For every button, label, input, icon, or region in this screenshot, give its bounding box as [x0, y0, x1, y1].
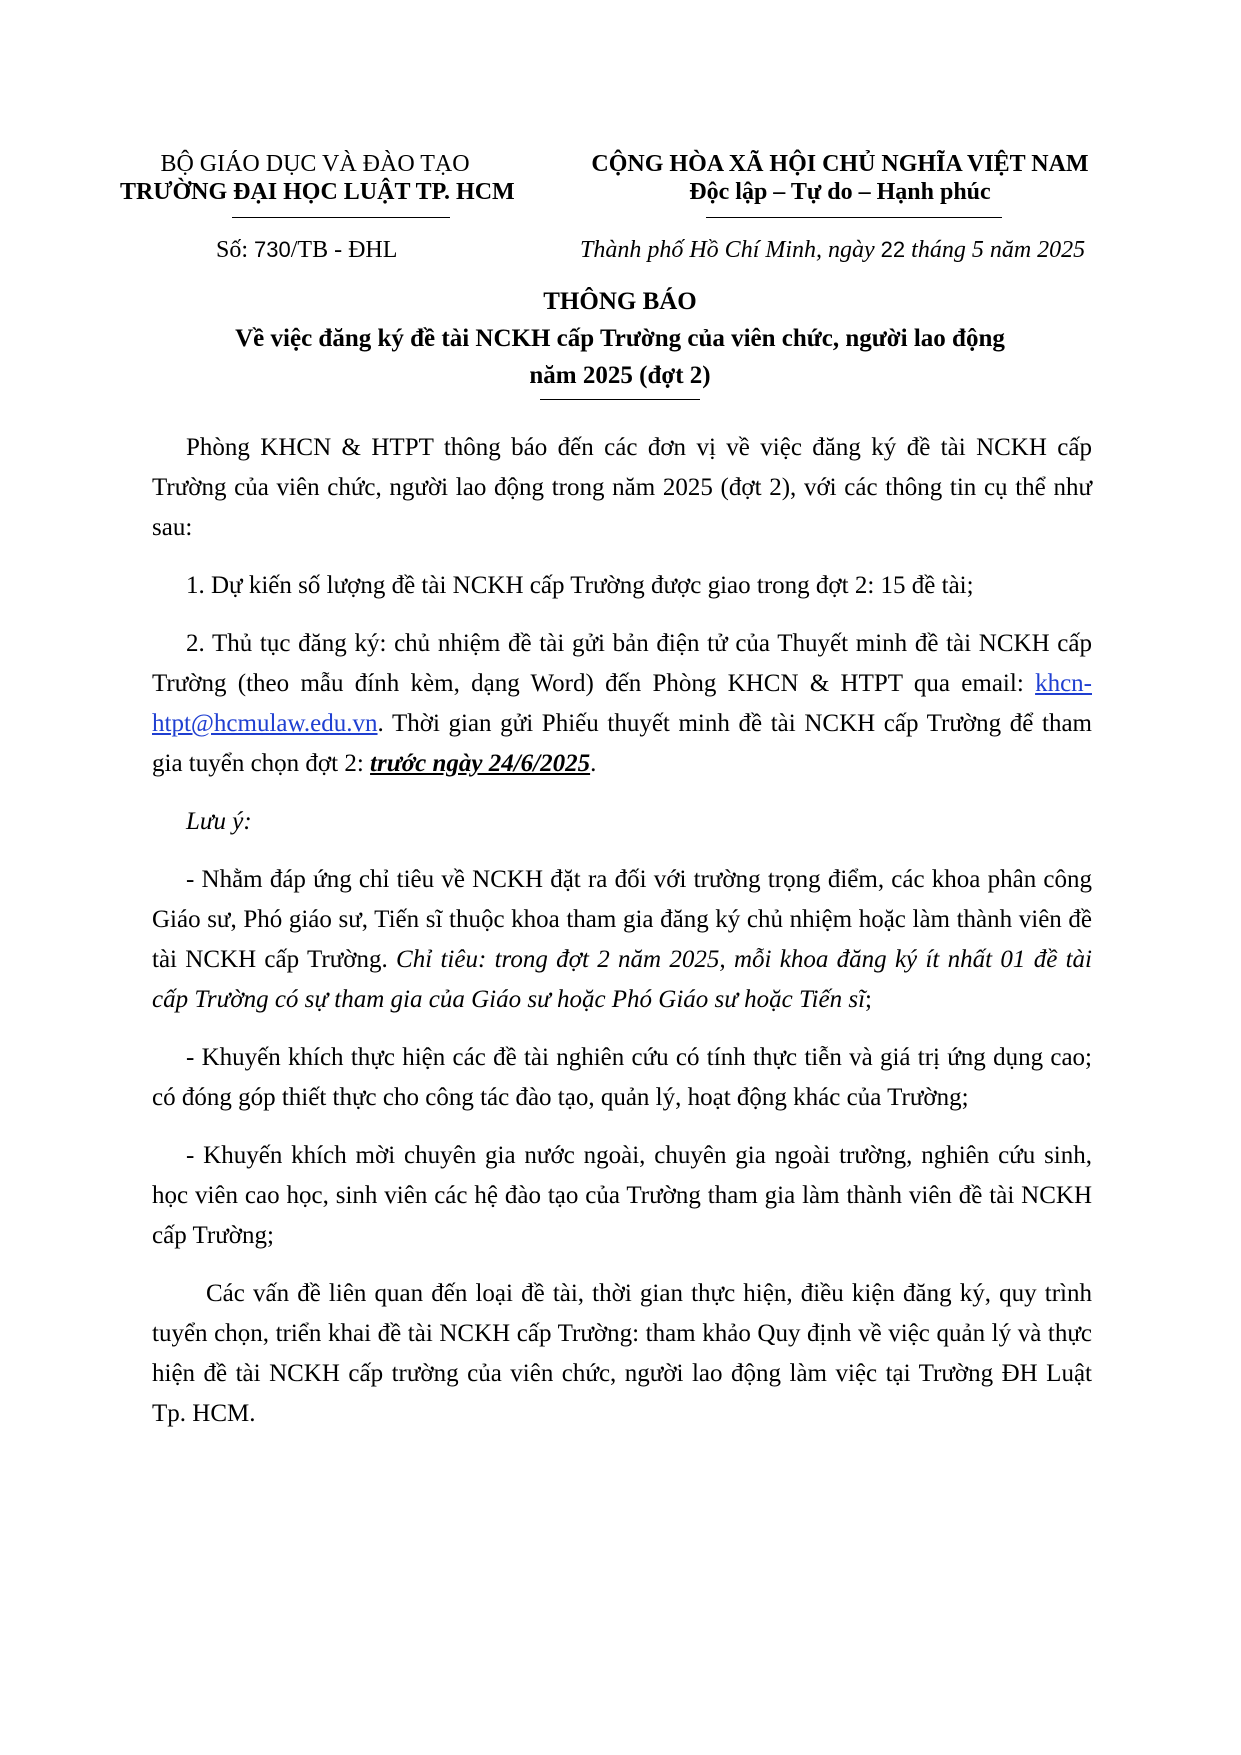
note-item-3: - Khuyến khích mời chuyên gia nước ngoài, chuyên gia ngoài trường, nghiên cứu sinh, học viên cao học, sinh viên các hệ đào tạo của Trường tham gia làm thành viên đề tài NCKH cấp Trường; — [152, 1142, 1092, 1249]
country-name: CỘNG HÒA XÃ HỘI CHỦ NGHĨA VIỆT NAM — [591, 151, 1089, 177]
right-header-divider — [706, 217, 1002, 218]
notice-subtitle-line1: Về việc đăng ký đề tài NCKH cấp Trường của viên chức, người lao động — [235, 325, 1005, 352]
document-date — [580, 236, 1085, 264]
notice-body — [152, 428, 1092, 1434]
document-number-prefix: Số: — [216, 237, 255, 263]
notice-heading: THÔNG BÁO — [543, 288, 697, 315]
date-prefix: Thành phố Hồ Chí Minh, ngày — [580, 237, 881, 263]
closing-paragraph: Các vấn đề liên quan đến loại đề tài, thời gian thực hiện, điều kiện đăng ký, quy trình tuyển chọn, triển khai đề tài NCKH cấp Trường: tham khảo Quy định về việc quản lý và thực hiện đề tài NCKH cấp trường của viên chức, người lao động làm việc tại Trường ĐH Luật Tp. HCM. — [152, 1280, 1092, 1427]
ministry-name: BỘ GIÁO DỤC VÀ ĐÀO TẠO — [160, 151, 470, 177]
note-item-1-text: - Nhằm đáp ứng chỉ tiêu về NCKH đặt ra đối với trường trọng điểm, các khoa phân công Giáo sư, Phó giáo sư, Tiến sĩ thuộc khoa tham gia đăng ký chủ nhiệm hoặc làm thành viên đề tài NCKH cấp Trường. — [152, 866, 1092, 973]
note-item-1 — [152, 860, 1092, 1020]
note-item-1-end: ; — [865, 986, 872, 1013]
note-item-1-quota: Chỉ tiêu: trong đợt 2 năm 2025, mỗi khoa đăng ký ít nhất 01 đề tài cấp Trường có sự tham gia của Giáo sư hoặc Phó Giáo sư hoặc Tiến sĩ — [152, 946, 1092, 1013]
left-header-divider — [232, 217, 450, 218]
item-registration — [152, 624, 1092, 784]
registration-deadline: trước ngày 24/6/2025 — [370, 750, 591, 777]
date-day: 22 — [880, 237, 906, 262]
notice-subtitle-line2: năm 2025 (đợt 2) — [529, 362, 711, 389]
item-registration-text-2: . Thời gian gửi Phiếu thuyết minh đề tài NCKH cấp Trường để tham gia tuyển chọn đợt 2: — [152, 710, 1092, 777]
item-quota: 1. Dự kiến số lượng đề tài NCKH cấp Trường được giao trong đợt 2: 15 đề tài; — [186, 572, 974, 599]
national-motto: Độc lập – Tự do – Hạnh phúc — [689, 179, 991, 205]
title-divider — [540, 399, 700, 400]
document-number-value: 730 — [254, 237, 291, 262]
note-label: Lưu ý: — [186, 808, 252, 835]
contact-email-link[interactable]: khcn-htpt@hcmulaw.edu.vn — [152, 670, 1092, 737]
item-registration-end: . — [590, 750, 597, 777]
document-number-suffix: /TB - ĐHL — [290, 237, 398, 263]
document-number — [216, 236, 397, 264]
note-item-2: - Khuyến khích thực hiện các đề tài nghiên cứu có tính thực tiễn và giá trị ứng dụng cao; có đóng góp thiết thực cho công tác đào tạo, quản lý, hoạt động khác của Trường; — [152, 1044, 1092, 1111]
item-registration-text: 2. Thủ tục đăng ký: chủ nhiệm đề tài gửi bản điện tử của Thuyết minh đề tài NCKH cấp Trường (theo mẫu đính kèm, dạng Word) đến Phòng KHCN & HTPT qua email: — [152, 630, 1092, 697]
intro-paragraph: Phòng KHCN & HTPT thông báo đến các đơn vị về việc đăng ký đề tài NCKH cấp Trường của viên chức, người lao động trong năm 2025 (đợt 2), với các thông tin cụ thể như sau: — [152, 434, 1092, 541]
date-suffix: tháng 5 năm 2025 — [905, 237, 1086, 263]
university-name: TRƯỜNG ĐẠI HỌC LUẬT TP. HCM — [120, 179, 515, 205]
